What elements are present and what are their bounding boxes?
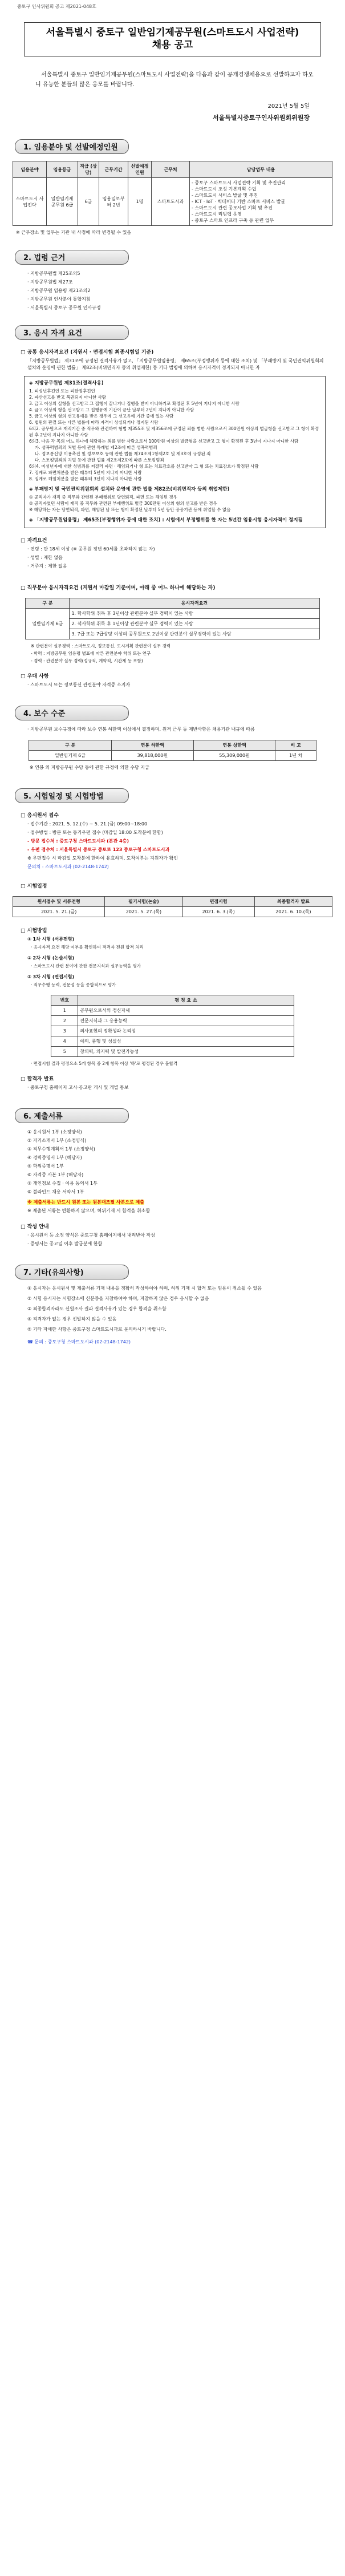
results-text: · 중토구청 홈페이지 고시·공고란 게시 및 개별 통보 [27, 1085, 129, 1090]
law-item: · 서울특별시 중토구 공무원 인사규정 [27, 305, 101, 310]
cell-requirement: 3. 7급 또는 7급상당 이상의 공무원으로 2년이상 관련분야 실무경력이 있는 사람 [70, 629, 319, 639]
document-item: ⑦ 개인정보 수집 · 이용 동의서 1부 [27, 1181, 98, 1186]
document-item: ⑧ 블라인드 채용 서약서 1부 [27, 1189, 84, 1194]
notice-item: ⑤ 기타 자세한 사항은 중토구청 스마트도시과로 문의하시기 바랍니다. [27, 1327, 167, 1332]
section-4 [13, 706, 332, 771]
application-heading: □ 응시원서 접수 [21, 813, 59, 819]
table-row [51, 1026, 294, 1036]
section-5 [13, 788, 332, 1091]
common-requirements-heading: □ 공통 응시자격요건 (지원서 · 면접시험 최종시험일 기준) [21, 350, 154, 355]
box-title: ◈ 「지방공무원임용령」 제65조(부정행위자 등에 대한 조치) : 시험에서 부정행위를 한 자는 5년간 임용시험 응시자격이 정지됨 [29, 517, 303, 523]
cell: 55,309,000원 [193, 751, 275, 761]
cell: 2021. 6. 10.(목) [254, 907, 332, 917]
table-row [26, 629, 319, 639]
table-row [51, 1036, 294, 1047]
table-header-row [26, 598, 319, 609]
duty-item: - 스마트도시 조성 기본계획 수립 [192, 187, 257, 192]
method-2-text: · 스마트도시 관련 분야에 관한 전문지식과 실무능력을 평가 [31, 963, 141, 969]
cell-rank: 6급 [78, 178, 99, 226]
cell: 5 [51, 1047, 78, 1057]
box-item: 5. 금고 이상의 형의 선고유예를 받은 경우에 그 선고유예 기간 중에 있는 사람 [29, 414, 174, 419]
cell-requirement: 2. 석사학위 취득 후 1년이상 관련분야 실무 경력이 있는 사람 [70, 619, 319, 629]
table-row [26, 609, 319, 619]
box-item: 6. 법원의 판결 또는 다른 법률에 따라 자격이 상실되거나 정지된 사람 [29, 420, 159, 425]
cell: 4 [51, 1036, 78, 1047]
evaluation-table [51, 995, 294, 1057]
header-cell: 선발예정인원 [128, 161, 152, 178]
section-5-title: 5. 시험일정 및 시험방법 [15, 788, 129, 803]
header-cell: 근무기간 [99, 161, 128, 178]
header-cell: 번호 [51, 995, 78, 1006]
documents-highlight [27, 1199, 326, 1206]
header-cell: 최종합격자 발표 [254, 897, 332, 907]
section-6-title: 6. 제출서류 [15, 1108, 129, 1123]
document-item: ⑥ 자격증 사본 1부 (해당자) [27, 1172, 84, 1177]
job-requirements-heading: □ 직무분야 응시자격요건 (지원서 마감일 기준이며, 아래 중 어느 하나에 해당하는 자) [21, 585, 216, 591]
section-7-title: 7. 기타(유의사항) [15, 1265, 129, 1279]
duty-item: - 중토구 스마트 인프라 구축 등 관련 업무 [192, 218, 274, 223]
qualifications-heading: □ 자격요건 [21, 538, 47, 544]
table-row [51, 1006, 294, 1016]
box-item: ① 공직자가 재직 중 직무와 관련된 부패행위로 당연퇴직, 파면 또는 해임된 경우 [29, 495, 177, 500]
schedule-table [13, 896, 332, 917]
box-item: 가. 성폭력범죄의 처벌 등에 관한 특례법 제2조에 따른 성폭력범죄 [35, 445, 157, 450]
box-item: 나. 정보통신망 이용촉진 및 정보보호 등에 관한 법률 제74조제1항제2호 및 제3호에 규정된 죄 [35, 451, 211, 456]
notice-item: ② 시험 응시자는 시험장소에 신분증을 지참하여야 하며, 지참하지 않은 경우 응시할 수 없음 [27, 1296, 209, 1301]
table-row [26, 619, 319, 629]
header-cell: 필기시험(논술) [105, 897, 182, 907]
cell: 1년 차 [275, 751, 316, 761]
method-3-title: ③ 3차 시험 (면접시험) [27, 974, 75, 979]
cell: 예의, 품행 및 성실성 [78, 1036, 294, 1047]
cell-requirement: 1. 학사학위 취득 후 3년이상 관련분야 실무 경력이 있는 사람 [70, 609, 319, 619]
cell: 창의력, 의지력 및 발전가능성 [78, 1047, 294, 1057]
notice-item: ④ 적격자가 없는 경우 선발하지 않을 수 있음 [27, 1317, 117, 1322]
application-note: ※ 우편접수 시 마감일 도착분에 한하여 유효하며, 도착여부는 지원자가 확인 [27, 856, 178, 861]
salary-text: · 지방공무원 보수규정에 따라 보수 연봉 하한액 이상에서 결정하며, 원격 근무 등 제반사항은 채용기관 내규에 따름 [27, 727, 255, 732]
qualification-gender: · 성별 : 제한 없음 [27, 555, 63, 560]
section-1-note: ※ 근무장소 및 업무는 기관 내 사정에 따라 변경될 수 있음 [16, 230, 132, 235]
requirements-note: - 경력 : 관련분야 실무 경력(정규직, 계약직, 시간제 등 포함) [31, 658, 143, 663]
section-1-title: 1. 임용분야 및 선발예정인원 [15, 139, 129, 154]
table-row [13, 178, 332, 226]
section-3 [13, 325, 332, 688]
cell-count: 1명 [128, 178, 152, 226]
box-item: 4. 금고 이상의 형을 선고받고 그 집행유예 기간이 끝난 날부터 2년이 지나지 아니한 사람 [29, 407, 194, 412]
header-cell: 응시자격요건 [70, 598, 319, 609]
application-mail: - 우편 접수처 : 서울특별시 중토구 중토로 123 중토구청 스마트도시과 [27, 847, 170, 852]
document-number: 중토구 인사위원회 공고 제2021-048호 [17, 4, 96, 9]
cell-period: 임용일로부터 2년 [99, 178, 128, 226]
cell: 1 [51, 1006, 78, 1016]
method-1-text: · 응시자격 요건 해당 여부를 확인하여 적격자 전원 합격 처리 [31, 945, 144, 950]
requirements-note: - 학력 : 지방공무원 임용령 별표에 따른 관련분야 학위 또는 연구 [31, 651, 151, 656]
table-header-row [13, 161, 332, 178]
duty-item: - 중토구 스마트도시 사업전략 기획 및 추진관리 [192, 180, 286, 185]
method-2-title: ② 2차 시험 (논술시험) [27, 955, 75, 961]
box-item: 6의4. 미성년자에 대한 성범죄를 저질러 파면 · 해임되거나 형 또는 치료감호를 선고받아 그 형 또는 치료감호가 확정된 사람 [29, 464, 259, 469]
section-6 [13, 1108, 332, 1248]
qualification-residence: · 거주지 : 제한 없음 [27, 564, 67, 569]
page-subtitle: 채용 공고 [152, 39, 193, 51]
duty-item: - ICT · IoT · 빅데이터 기반 스마트 서비스 발굴 [192, 199, 286, 204]
cell: 일반임기제 6급 [29, 751, 112, 761]
law-item: · 지방공무원법 제25조의5 [27, 271, 80, 276]
section-2-title: 2. 법령 근거 [15, 250, 129, 265]
cell: 전문지식과 그 응용능력 [78, 1016, 294, 1026]
document-item: ③ 직무수행계획서 1부 (소정양식) [27, 1147, 95, 1152]
evaluation-note: · 면접시험 결과 평정요소 5개 항목 중 2개 항목 이상 '하'로 평정된 경우 불합격 [31, 1061, 178, 1066]
table-row [51, 1016, 294, 1026]
duty-item: - 스마트도시 리빙랩 운영 [192, 212, 242, 217]
schedule-heading: □ 시험일정 [21, 884, 47, 889]
cell: 39,818,000원 [111, 751, 193, 761]
intro-text: 서울특별시 중토구 일반임기제공무원(스마트도시 사업전략)을 다음과 같이 공개경쟁채용으로 선발하고자 하오니 유능한 분들의 많은 응모를 바랍니다. [35, 72, 314, 88]
header-cell: 직급 (상당) [78, 161, 99, 178]
salary-table [29, 740, 316, 761]
box-item: ※ 해당하는 자는 당연퇴직, 파면, 해임된 날 또는 형이 확정된 날부터 5년 동안 공공기관 등에 취업할 수 없음 [29, 507, 231, 512]
box-item: 3. 금고 이상의 실형을 선고받고 그 집행이 끝나거나 집행을 받지 아니하기로 확정된 후 5년이 지나지 아니한 사람 [29, 401, 240, 406]
section-1 [13, 139, 332, 236]
box-item: 다. 스토킹범죄의 처벌 등에 관한 법률 제2조제2호에 따른 스토킹범죄 [35, 457, 164, 463]
cell: 2 [51, 1016, 78, 1026]
writing-guide-heading: □ 작성 안내 [21, 1224, 49, 1230]
table-header-row [13, 897, 332, 907]
header-cell: 임용분야 [13, 161, 47, 178]
writing-guide-2: · 증명서는 공고일 이후 발급분에 한함 [27, 1241, 103, 1246]
document-item: ① 응시원서 1부 (소정양식) [27, 1129, 82, 1135]
header-cell: 구 분 [29, 740, 112, 751]
document-item: ② 자기소개서 1부 (소정양식) [27, 1138, 87, 1143]
section-3-title: 3. 응시 자격 요건 [15, 325, 129, 340]
notice-item: ③ 최종합격자라도 신원조사 결과 결격사유가 있는 경우 합격을 취소함 [27, 1306, 167, 1311]
table-row [51, 1047, 294, 1057]
header-cell: 면접시험 [182, 897, 254, 907]
notice-item: ① 응시자는 응시원서 및 제출서류 기재 내용을 정확히 작성하여야 하며, 허위 기재 시 합격 또는 임용이 취소될 수 있음 [27, 1286, 262, 1291]
box-title: ◈ 지방공무원법 제31조(결격사유) [29, 380, 104, 386]
issuer: 서울특별시중토구인사위원회위원장 [212, 114, 310, 121]
preference-text: · 스마트도시 또는 정보통신 관련분야 자격증 소지자 [27, 682, 131, 687]
writing-guide-1: · 응시원서 등 소정 양식은 중토구청 홈페이지에서 내려받아 작성 [27, 1233, 155, 1238]
box-item: 2. 파산선고를 받고 복권되지 아니한 사람 [29, 395, 106, 400]
header-cell: 담당업무 내용 [190, 161, 332, 178]
header-cell: 연봉 하한액 [111, 740, 193, 751]
cell: 의사표현의 정확성과 논리성 [78, 1026, 294, 1036]
cell-grade-label: 일반임기제 6급 [26, 609, 70, 639]
positions-table [13, 161, 332, 226]
preference-heading: □ 우대 사항 [21, 674, 49, 679]
cell-field: 스마트도시 사업전략 [13, 178, 47, 226]
box-item: 8. 징계로 해임처분을 받은 때부터 3년이 지나지 아니한 사람 [29, 476, 142, 481]
common-requirements-text: 「지방공무원법」 제31조에 규정된 결격사유가 없고, 「지방공무원임용령」 제65조(부정행위자 등에 대한 조치) 및 「부패방지 및 국민권익위원회의 설치와 운영에 관한 법률」 제82조(비위면직자 등의 취업제한) 등 기타 법령에 의하여 응시자격이 정지되지 아니한 자 [27, 358, 324, 370]
table-row [13, 907, 332, 917]
section-7 [13, 1265, 332, 1346]
cell-grade: 일반임기제 공무원 6급 [47, 178, 78, 226]
final-contact: ☎ 문의 : 중토구청 스마트도시과 (02-2148-1742) [27, 1339, 131, 1344]
requirements-note: ※ 관련분야 실무경력 : 스마트도시, 정보통신, 도시계획 관련분야 실무 경력 [31, 643, 171, 649]
header-cell: 구 분 [26, 598, 70, 609]
salary-note: ※ 연봉 외 지방공무원 수당 등에 관한 규정에 의한 수당 지급 [30, 765, 149, 770]
table-header-row [51, 995, 294, 1006]
section-4-title: 4. 보수 수준 [15, 706, 129, 720]
cell: 2021. 6. 3.(목) [182, 907, 254, 917]
disqualification-box [24, 376, 326, 528]
cell-place: 스마트도시과 [152, 178, 190, 226]
document-item: ⑤ 학위증명서 1부 [27, 1164, 64, 1169]
cell: 3 [51, 1026, 78, 1036]
duty-item: - 스마트도시 관련 공모사업 기획 및 추진 [192, 205, 273, 210]
header-cell: 근무처 [152, 161, 190, 178]
law-item: · 지방공무원 임용령 제21조의2 [27, 288, 91, 293]
method-heading: □ 시험방법 [21, 928, 47, 934]
table-header-row [29, 740, 316, 751]
cell: 2021. 5. 21.(금) [13, 907, 105, 917]
header-cell: 비 고 [275, 740, 316, 751]
announcement-date: 2021년 5월 5일 [267, 103, 310, 110]
box-item: ② 공직자였던 사람이 재직 중 직무와 관련된 부패행위로 벌금 300만원 이상의 형의 선고를 받은 경우 [29, 501, 217, 506]
requirements-table [25, 598, 319, 639]
application-method: · 접수방법 : 방문 또는 등기우편 접수 (마감일 18:00 도착분에 한함) [27, 830, 163, 835]
header-cell: 평 정 요 소 [78, 995, 294, 1006]
law-item: · 지방공무원 인사분야 통합지침 [27, 297, 91, 302]
cell: 2021. 5. 27.(목) [105, 907, 182, 917]
results-heading: □ 합격자 발표 [21, 1076, 54, 1082]
qualification-age: · 연령 : 만 18세 이상 (※ 공무원 정년 60세를 초과하지 않는 자) [27, 546, 155, 552]
cell-duties [190, 178, 332, 226]
law-item: · 지방공무원법 제27조 [27, 280, 73, 285]
box-item: 7. 징계로 파면처분을 받은 때부터 5년이 지나지 아니한 사람 [29, 470, 142, 475]
cell: 공무원으로서의 정신자세 [78, 1006, 294, 1016]
document-item: ④ 경력증명서 1부 (해당자) [27, 1155, 82, 1160]
box-item: 1. 피성년후견인 또는 피한정후견인 [29, 388, 95, 394]
box-item: 6의2. 공무원으로 재직기간 중 직무와 관련하여 형법 제355조 및 제356조에 규정된 죄를 범한 사람으로서 300만원 이상의 벌금형을 선고받고 그 형이 확정된 후 2년이 지나지 아니한 사람 [29, 426, 319, 438]
application-office: - 방문 접수처 : 중토구청 스마트도시과 (본관 4층) [27, 839, 129, 844]
application-period: · 접수기간 : 2021. 5. 12.(수) ~ 5. 21.(금) 09:00~18:00 [27, 821, 148, 827]
highlight-text: ※ 제출서류는 반드시 원본 또는 원본대조필 사본으로 제출 [27, 1200, 145, 1205]
documents-note: ※ 제출된 서류는 반환하지 않으며, 허위기재 시 합격을 취소함 [27, 1208, 151, 1213]
duty-item: - 스마트도시 서비스 발굴 및 추진 [192, 193, 258, 198]
table-row [29, 751, 316, 761]
method-3-text: · 직무수행 능력, 전문성 등을 종합적으로 평가 [31, 982, 116, 987]
section-2 [13, 250, 332, 311]
page-title: 서울특별시 중토구 일반임기제공무원(스마트도시 사업전략) [46, 27, 299, 38]
header-cell: 원서접수 및 서류전형 [13, 897, 105, 907]
title-box [24, 22, 321, 56]
box-item: 6의3. 다음 각 목의 어느 하나에 해당하는 죄를 범한 사람으로서 100만원 이상의 벌금형을 선고받고 그 형이 확정된 후 3년이 지나지 아니한 사람 [29, 439, 299, 444]
box-title: ◈ 부패방지 및 국민권익위원회의 설치와 운영에 관한 법률 제82조(비위면직자 등의 취업제한) [29, 487, 230, 492]
header-cell: 연봉 상한액 [193, 740, 275, 751]
header-cell: 임용등급 [47, 161, 78, 178]
contact-info: 문의처 : 스마트도시과 (02-2148-1742) [27, 864, 109, 869]
method-1-title: ① 1차 시험 (서류전형) [27, 937, 75, 942]
